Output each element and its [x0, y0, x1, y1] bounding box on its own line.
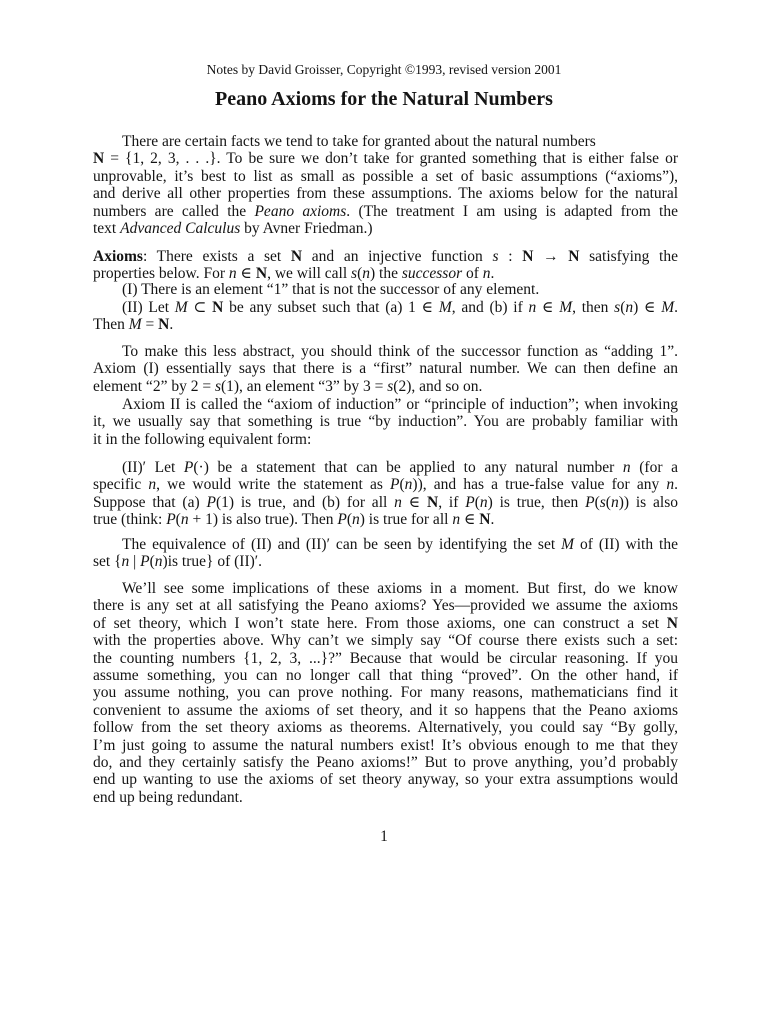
text-line — [93, 476, 678, 493]
text-run: . (The treatment I am using is adapted from the — [346, 202, 678, 220]
text-run: set { — [93, 553, 122, 571]
text-run: (2), and so on. — [393, 377, 483, 395]
induction-note-paragraph — [93, 396, 678, 448]
text-run: it in the following equivalent form: — [93, 430, 312, 448]
math-variable: s — [614, 299, 621, 316]
text-run: To make this less abstract, you should think of the successor function as “adding 1”. — [122, 343, 678, 360]
text-run: Axiom (I) essentially says that there is a “first” natural number. We can then define an — [93, 360, 678, 378]
natural-numbers-symbol: N — [93, 150, 105, 168]
text-run: the counting numbers {1, 2, 3, ...}?” Because that would be circular reasoning. If you — [93, 649, 678, 667]
math-variable: n — [622, 459, 631, 476]
text-line — [93, 150, 678, 167]
text-line — [93, 431, 678, 448]
text-line — [93, 597, 678, 614]
text-run: (·) be a statement that can be applied to any natural number — [193, 459, 623, 476]
text-run: ⊂ — [187, 299, 213, 316]
text-line — [93, 667, 678, 684]
text-line — [93, 248, 678, 265]
text-run: )is true} of (II)′. — [162, 553, 263, 571]
text-run: , then — [572, 299, 615, 316]
natural-numbers-symbol: N — [427, 493, 439, 511]
math-variable: M — [561, 536, 575, 553]
text-run: ∈ — [236, 265, 256, 283]
text-run: . — [490, 511, 495, 529]
math-variable: P — [166, 511, 176, 529]
text-run: (1) is true, and (b) for all — [215, 493, 395, 511]
text-line — [93, 632, 678, 649]
math-variable: n — [610, 493, 619, 511]
page-number: 1 — [380, 828, 388, 845]
text-run: I’m just going to assume the natural numbers exist! It’s obvious enough to me that they — [93, 736, 678, 754]
math-variable: n — [394, 493, 402, 511]
bold-text: Axioms — [93, 248, 143, 265]
natural-numbers-symbol: N — [479, 511, 491, 529]
text-line — [93, 396, 678, 413]
math-variable: s — [214, 377, 221, 395]
text-run: Then — [93, 316, 129, 334]
text-run: convenient to assume the axioms of set theory, and it so happens that the Peano axioms — [93, 701, 678, 719]
text-run: , we will call — [267, 265, 352, 283]
text-run: + 1) is also true). Then — [188, 511, 338, 529]
text-run: | — [129, 553, 141, 571]
text-run: , and (b) if — [451, 299, 529, 316]
text-run: ( — [474, 493, 480, 511]
text-run: → — [533, 248, 569, 265]
text-run: ( — [149, 553, 155, 571]
text-line — [93, 299, 678, 316]
text-run: We’ll see some implications of these axioms in a moment. But first, do we know — [122, 580, 678, 597]
text-line — [93, 133, 678, 150]
natural-numbers-symbol: N — [568, 248, 580, 265]
italic-text: successor — [401, 265, 463, 283]
text-line — [93, 719, 678, 736]
natural-numbers-symbol: N — [290, 248, 303, 265]
math-variable: P — [206, 493, 216, 511]
natural-numbers-symbol: N — [522, 248, 534, 265]
text-run: assume something, you can no longer call that thing “proved”. On the other hand, if — [93, 666, 678, 684]
text-run: )), and has a true-false value for any — [412, 476, 667, 494]
text-line — [93, 684, 678, 701]
text-run: . — [169, 316, 174, 334]
text-run: and an injective function — [302, 248, 493, 265]
text-line — [93, 754, 678, 771]
math-variable: s — [351, 265, 358, 283]
text-line — [93, 771, 678, 788]
text-line — [93, 789, 678, 806]
math-variable: P — [390, 476, 400, 494]
text-run: ∈ — [536, 299, 560, 316]
text-line — [93, 281, 678, 298]
text-line — [93, 459, 678, 476]
intro-paragraph — [93, 133, 678, 237]
text-line — [93, 494, 678, 511]
math-variable: P — [465, 493, 475, 511]
text-run: Axiom II is called the “axiom of induction” or “principle of induction”; when invoking — [122, 396, 678, 413]
copyright-header: Notes by David Groisser, Copyright ©1993, revised version 2001 — [206, 62, 562, 77]
text-run: of (II) with the — [574, 536, 678, 553]
italic-text: Peano axioms — [254, 202, 347, 220]
text-run: (II) Let — [122, 299, 175, 316]
text-line — [93, 536, 678, 553]
text-run: ( — [175, 511, 181, 529]
text-line — [93, 511, 678, 528]
text-run: (I) There is an element “1” that is not the successor of any element. — [122, 281, 540, 298]
text-run: it, we usually say that something is true “by induction”. You are probably familiar with — [93, 413, 678, 431]
text-line — [93, 378, 678, 395]
axioms-statement-paragraph — [93, 248, 678, 283]
text-run: ( — [399, 476, 405, 494]
text-line — [93, 553, 678, 570]
text-run: ) ∈ — [633, 299, 662, 316]
text-run: ( — [620, 299, 626, 316]
text-run: and derive all other properties from these assumptions. The axioms below for the natural — [93, 185, 678, 203]
text-run: = — [141, 316, 159, 334]
text-run: ∈ — [401, 493, 428, 511]
math-variable: n — [121, 553, 130, 571]
text-run: satisfying the — [579, 248, 678, 265]
text-run: : There exists a set — [142, 248, 291, 265]
axiom-2-prime-paragraph — [93, 459, 678, 529]
math-variable: P — [585, 493, 595, 511]
math-variable: n — [180, 511, 189, 529]
text-run: ( — [357, 265, 363, 283]
text-run: unprovable, it’s best to list as small as possible a set of basic assumptions (“axioms”), — [93, 167, 678, 185]
math-variable: n — [528, 299, 537, 316]
successor-explanation-paragraph — [93, 343, 678, 395]
text-run: , we would write the statement as — [156, 476, 391, 494]
text-run: follow from the set theory axioms as theorems. Alternatively, you could say “By golly, — [93, 719, 678, 737]
text-run: ( — [605, 493, 611, 511]
text-run: (II)′ Let — [122, 459, 184, 476]
text-run: by Avner Friedman.) — [240, 219, 373, 237]
text-run: with the properties above. Why can’t we simply say “Of course there exists such a set: — [93, 632, 678, 650]
text-run: The equivalence of (II) and (II)′ can be seen by identifying the set — [122, 536, 562, 553]
text-run: of set theory, which I won’t state here. From those axioms, one can construct a set — [93, 614, 667, 632]
text-line — [93, 702, 678, 719]
math-variable: n — [482, 265, 491, 283]
text-run: numbers are called the — [93, 202, 255, 220]
axiom-2-paragraph — [93, 299, 678, 334]
math-variable: P — [337, 511, 347, 529]
italic-text: Advanced Calculus — [120, 219, 241, 237]
text-line — [93, 737, 678, 754]
text-line — [93, 650, 678, 667]
math-variable: M — [559, 299, 573, 316]
math-variable: n — [154, 553, 163, 571]
math-variable: n — [666, 476, 675, 494]
text-line — [93, 316, 678, 333]
natural-numbers-symbol: N — [212, 299, 224, 316]
axiom-1-paragraph — [93, 281, 678, 298]
text-run: ) is true, then — [487, 493, 586, 511]
math-variable: s — [599, 493, 606, 511]
math-variable: n — [148, 476, 157, 494]
math-variable: s — [387, 377, 394, 395]
text-run: ) the — [369, 265, 402, 283]
text-run: ( — [346, 511, 353, 529]
equivalence-paragraph — [93, 536, 678, 571]
text-line — [93, 220, 678, 237]
text-run: ) is true for all — [359, 511, 453, 529]
text-run: = {1, 2, 3, . . .}. To be sure we don’t take for granted something that is either false or — [104, 150, 678, 168]
text-run: element “2” by 2 = — [93, 377, 215, 395]
text-run: text — [93, 219, 121, 237]
math-variable: P — [140, 553, 150, 571]
math-variable: M — [174, 299, 188, 316]
text-run: specific — [93, 476, 149, 494]
math-variable: n — [362, 265, 370, 283]
text-run: end up being redundant. — [93, 788, 243, 806]
text-run: (for a — [630, 459, 678, 476]
text-run: you assume nothing, you can prove nothing. For many reasons, mathematicians find it — [93, 684, 678, 702]
text-line — [93, 343, 678, 360]
text-run: be any subset such that (a) 1 ∈ — [223, 299, 439, 316]
text-run: ∈ — [460, 511, 480, 529]
text-run: There are certain facts we tend to take for granted about the natural numbers — [122, 133, 596, 150]
text-run: . — [674, 299, 679, 316]
existence-discussion-paragraph — [93, 580, 678, 806]
natural-numbers-symbol: N — [158, 316, 170, 334]
text-run: , if — [438, 493, 466, 511]
math-variable: M — [438, 299, 452, 316]
text-run: true (think: — [93, 511, 167, 529]
natural-numbers-symbol: N — [255, 265, 268, 283]
math-variable: M — [128, 316, 142, 334]
text-line — [93, 580, 678, 597]
text-line — [93, 413, 678, 430]
math-variable: P — [183, 459, 194, 476]
text-run: ( — [594, 493, 600, 511]
math-variable: s — [492, 248, 499, 265]
math-variable: n — [625, 299, 634, 316]
text-line — [93, 168, 678, 185]
math-variable: n — [352, 511, 360, 529]
math-variable: n — [228, 265, 237, 283]
text-run: properties below. For — [93, 265, 229, 283]
text-run: do, and they certainly satisfy the Peano axioms!” But to prove anything, you’d probably — [93, 753, 678, 771]
text-run: )) is also — [618, 493, 678, 511]
text-run: there is any set at all satisfying the Peano axioms? Yes—provided we assume the axioms — [93, 597, 678, 615]
text-run: end up wanting to use the axioms of set theory anyway, so your extra assumptions would — [93, 771, 678, 789]
text-run: . — [490, 265, 495, 283]
math-variable: M — [661, 299, 675, 316]
text-run: . — [674, 476, 678, 494]
text-run: Suppose that (a) — [93, 493, 207, 511]
math-variable: n — [452, 511, 461, 529]
text-line — [93, 185, 678, 202]
text-line — [93, 203, 678, 220]
natural-numbers-symbol: N — [666, 614, 678, 632]
math-variable: n — [404, 476, 413, 494]
text-run: : — [498, 248, 523, 265]
math-variable: n — [479, 493, 488, 511]
text-line — [93, 360, 678, 377]
text-run: (1), an element “3” by 3 = — [220, 377, 388, 395]
text-run: of — [462, 265, 483, 283]
document-title: Peano Axioms for the Natural Numbers — [215, 88, 553, 110]
text-line — [93, 615, 678, 632]
